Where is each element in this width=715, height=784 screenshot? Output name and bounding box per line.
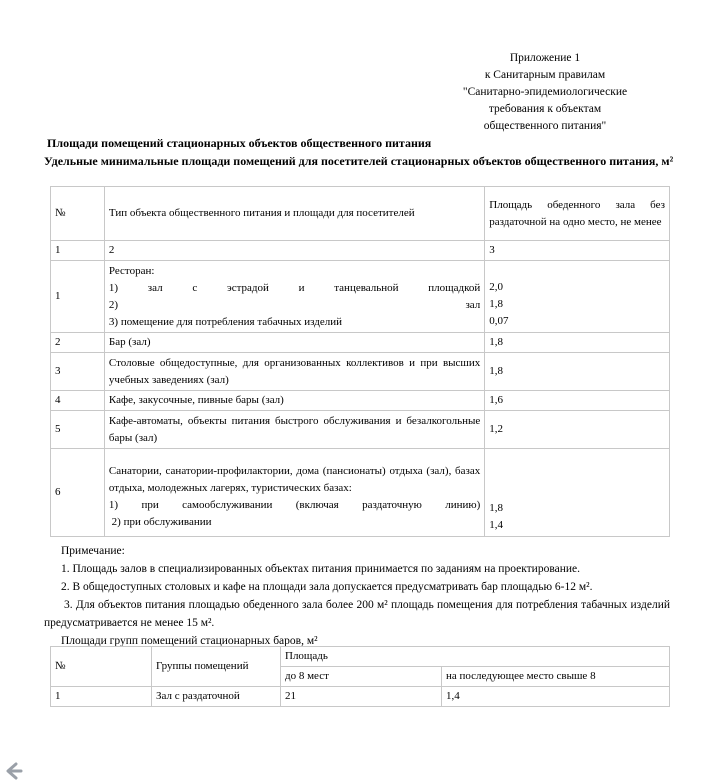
row-group: Зал с раздаточной xyxy=(152,687,281,707)
note-item: 1. Площадь залов в специализированных объектах питания принимается по заданиям на проектирование. xyxy=(61,563,580,575)
row-value: 1,6 xyxy=(485,391,670,411)
table-row xyxy=(51,353,670,391)
row-type-line: Санатории, санатории-профилактории, дома (пансионаты) отдыха (зал), базах отдыха, молодежных лагерях, туристических базах: xyxy=(108,464,481,494)
row-num: 1 xyxy=(51,687,152,707)
header-groups: Группы помещений xyxy=(152,647,281,687)
table-row xyxy=(51,411,670,449)
row-num: 3 xyxy=(51,353,105,391)
row-type xyxy=(104,449,484,537)
row-value: 1,8 xyxy=(485,333,670,353)
row-num: 4 xyxy=(51,391,105,411)
table-row xyxy=(51,449,670,537)
header-area: Площадь обеденного зала без раздаточной на одно место, не менее xyxy=(485,187,670,241)
appendix-line: Приложение 1 xyxy=(509,52,581,64)
row-type-line: 1) зал с эстрадой и танцевальной площадкой xyxy=(108,281,481,294)
row-type: Столовые общедоступные, для организованных коллективов и при высших учебных заведениях (зал) xyxy=(104,353,484,391)
header-area: Площадь xyxy=(281,647,670,667)
header-type: Тип объекта общественного питания и площади для посетителей xyxy=(104,187,484,241)
appendix-line: к Санитарным правилам xyxy=(484,69,606,81)
row-value-line: 1,4 xyxy=(489,519,504,531)
row-type: Бар (зал) xyxy=(104,333,484,353)
header-upto8: до 8 мест xyxy=(281,667,442,687)
row-value: 1,2 xyxy=(485,411,670,449)
appendix-line: общественного питания" xyxy=(483,120,607,132)
row-type: Кафе-автоматы, объекты питания быстрого обслуживания и безалкогольные бары (зал) xyxy=(104,411,484,449)
row-type xyxy=(104,261,484,333)
table-row xyxy=(51,391,670,411)
row-value: 1,8 xyxy=(485,353,670,391)
row-type-line: 2) при обслуживании xyxy=(108,515,212,528)
row-value-line: 1,8 xyxy=(489,502,504,514)
row-type-line: 1) при самообслуживании (включая раздаточную линию) xyxy=(108,498,481,511)
document-title: Площади помещений стационарных объектов общественного питания xyxy=(47,136,432,150)
bar-areas-table xyxy=(50,646,670,707)
subtable-title: Площади групп помещений стационарных баров, м² xyxy=(61,635,318,647)
row-value-line: 1,8 xyxy=(489,298,504,310)
appendix-line: "Санитарно-эпидемиологические xyxy=(462,86,628,98)
notes-heading: Примечание: xyxy=(61,545,125,557)
header-num: № xyxy=(51,187,105,241)
notes-section xyxy=(44,542,670,650)
row-type-line: Ресторан: xyxy=(108,264,155,277)
table-row xyxy=(51,333,670,353)
row-num: 2 xyxy=(51,333,105,353)
row-num: 5 xyxy=(51,411,105,449)
table-title: Удельные минимальные площади помещений для посетителей стационарных объектов общественного питания, м² xyxy=(44,154,674,168)
row-value-upto8: 21 xyxy=(281,687,442,707)
row-value-line: 0,07 xyxy=(489,315,509,327)
row-type-line: 3) помещение для потребления табачных изделий xyxy=(108,315,343,328)
header-beyond8: на последующее место свыше 8 xyxy=(442,667,670,687)
colnum-cell: 2 xyxy=(104,241,484,261)
row-type-line: 2) зал xyxy=(108,298,481,311)
row-num: 1 xyxy=(51,261,105,333)
note-item: 2. В общедоступных столовых и кафе на площади зала допускается предусматривать бар площадью 6-12 м². xyxy=(61,581,593,593)
table-row xyxy=(51,687,670,707)
area-norms-table xyxy=(50,186,670,537)
row-value xyxy=(485,261,670,333)
table-colnum-row xyxy=(51,241,670,261)
row-value-beyond8: 1,4 xyxy=(442,687,670,707)
note-item: 3. Для объектов питания площадью обеденного зала более 200 м² площадь помещения для потребления табачных изделий предусматривается не менее 15 м². xyxy=(44,599,670,629)
colnum-cell: 3 xyxy=(485,241,670,261)
colnum-cell: 1 xyxy=(51,241,105,261)
back-arrow-icon[interactable] xyxy=(4,761,24,781)
row-value-line: 2,0 xyxy=(489,281,504,293)
table-header-row xyxy=(51,647,670,667)
table-row xyxy=(51,261,670,333)
appendix-line: требования к объектам xyxy=(488,103,602,115)
row-num: 6 xyxy=(51,449,105,537)
header-num: № xyxy=(51,647,152,687)
appendix-header xyxy=(440,50,650,135)
row-value xyxy=(485,449,670,537)
table-header-row xyxy=(51,187,670,241)
row-type: Кафе, закусочные, пивные бары (зал) xyxy=(104,391,484,411)
